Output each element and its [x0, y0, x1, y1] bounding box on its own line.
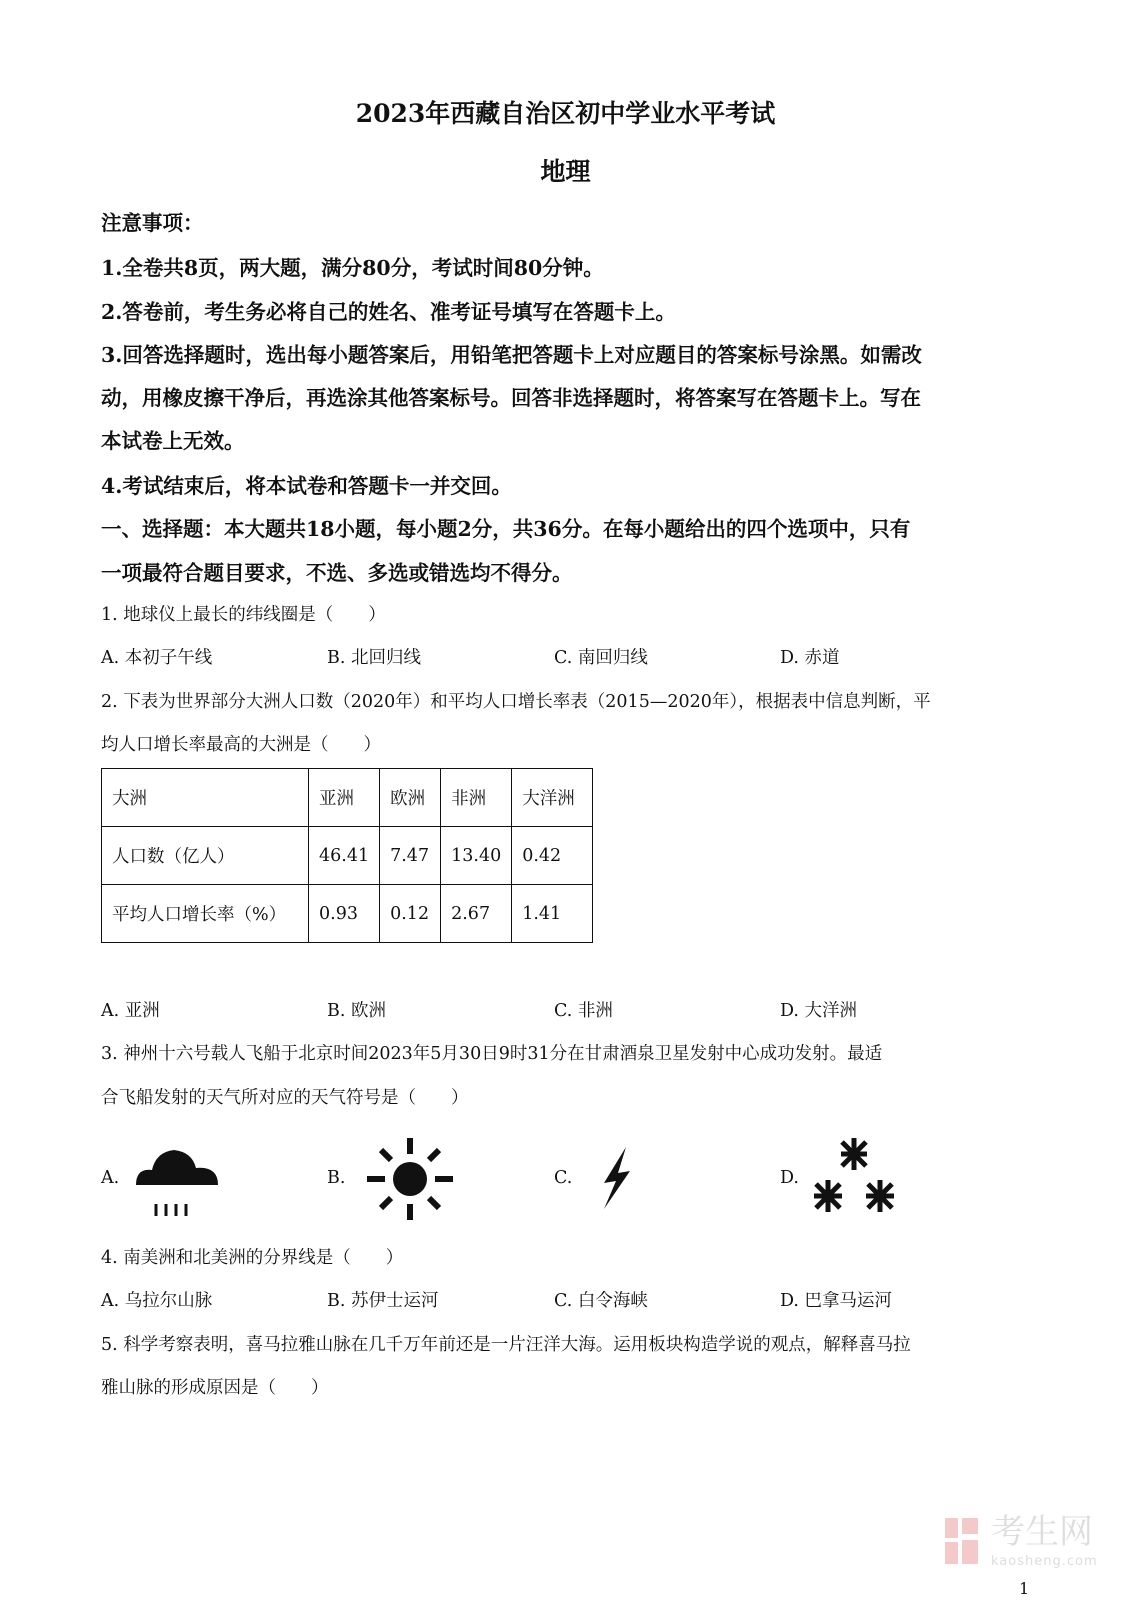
- notice-line: 1.全卷共8页，两大题，满分80分，考试时间80分钟。: [101, 256, 604, 280]
- question-4: 4. 南美洲和北美洲的分界线是（ ）: [101, 1248, 404, 1268]
- q2-option-d: D. 大洋洲: [780, 1001, 858, 1021]
- notice-line: 3.回答选择题时，选出每小题答案后，用铅笔把答题卡上对应题目的答案标号涂黑。如需改: [101, 343, 922, 367]
- q2-option-c: C. 非洲: [554, 1001, 613, 1021]
- logo-icon: [945, 1518, 981, 1564]
- sunny-icon: [365, 1136, 455, 1222]
- table-cell: 0.42: [512, 827, 593, 885]
- watermark-en: kaosheng.com: [991, 1554, 1098, 1569]
- question-2-cont: 均人口增长率最高的大洲是（ ）: [101, 735, 381, 755]
- q4-option-d: D. 巴拿马运河: [780, 1291, 893, 1311]
- q4-option-a: A. 乌拉尔山脉: [101, 1291, 213, 1311]
- q1-option-b: B. 北回归线: [327, 648, 421, 668]
- notice-line: 2.答卷前，考生务必将自己的姓名、准考证号填写在答题卡上。: [101, 300, 676, 324]
- population-table: [101, 768, 593, 943]
- table-cell: 大洋洲: [512, 769, 593, 827]
- q3-option-c: C.: [554, 1168, 573, 1188]
- table-cell: 人口数（亿人）: [102, 827, 309, 885]
- table-row: [102, 885, 593, 943]
- subject-title: 地理: [540, 157, 591, 186]
- notice-line: 动，用橡皮擦干净后，再选涂其他答案标号。回答非选择题时，将答案写在答题卡上。写在: [101, 386, 921, 410]
- notice-line: 本试卷上无效。: [101, 429, 245, 453]
- q2-option-b: B. 欧洲: [327, 1001, 386, 1021]
- q3-option-d: D.: [780, 1168, 799, 1188]
- q3-option-b: B.: [327, 1168, 346, 1188]
- section-heading: 一、选择题：本大题共18小题，每小题2分，共36分。在每小题给出的四个选项中，只有: [101, 517, 911, 541]
- question-5-cont: 雅山脉的形成原因是（ ）: [101, 1378, 329, 1398]
- q1-option-c: C. 南回归线: [554, 648, 648, 668]
- q1-option-d: D. 赤道: [780, 648, 840, 668]
- question-1: 1. 地球仪上最长的纬线圈是（ ）: [101, 605, 386, 625]
- table-cell: 亚洲: [309, 769, 380, 827]
- table-cell: 1.41: [512, 885, 593, 943]
- table-cell: 平均人口增长率（%）: [102, 885, 309, 943]
- watermark-logo: [945, 1512, 1105, 1574]
- table-cell: 46.41: [309, 827, 380, 885]
- q4-option-b: B. 苏伊士运河: [327, 1291, 439, 1311]
- notice-heading: 注意事项：: [101, 211, 204, 235]
- table-cell: 欧洲: [380, 769, 441, 827]
- q1-option-a: A. 本初子午线: [101, 648, 213, 668]
- q4-option-c: C. 白令海峡: [554, 1291, 648, 1311]
- table-cell: 非洲: [441, 769, 512, 827]
- notice-line: 4.考试结束后，将本试卷和答题卡一并交回。: [101, 474, 512, 498]
- table-cell: 2.67: [441, 885, 512, 943]
- q3-option-a: A.: [101, 1168, 120, 1188]
- page-number: 1: [1019, 1579, 1030, 1598]
- watermark-cn: 考生网: [991, 1512, 1093, 1552]
- table-cell: 13.40: [441, 827, 512, 885]
- table-row: [102, 827, 593, 885]
- q2-option-a: A. 亚洲: [101, 1001, 160, 1021]
- table-cell: 0.12: [380, 885, 441, 943]
- table-cell: 0.93: [309, 885, 380, 943]
- lightning-icon: [596, 1145, 636, 1211]
- table-row: [102, 769, 593, 827]
- table-cell: 7.47: [380, 827, 441, 885]
- question-3-cont: 合飞船发射的天气所对应的天气符号是（ ）: [101, 1088, 469, 1108]
- snow-icon: [808, 1134, 900, 1218]
- exam-title: 2023年西藏自治区初中学业水平考试: [355, 99, 776, 128]
- section-heading: 一项最符合题目要求，不选、多选或错选均不得分。: [101, 561, 573, 585]
- question-2: 2. 下表为世界部分大洲人口数（2020年）和平均人口增长率表（2015—2020年），根据表中信息判断，平: [101, 692, 931, 712]
- question-5: 5. 科学考察表明，喜马拉雅山脉在几千万年前还是一片汪洋大海。运用板块构造学说的观点，解释喜马拉: [101, 1335, 911, 1355]
- question-3: 3. 神州十六号载人飞船于北京时间2023年5月30日9时31分在甘肃酒泉卫星发射中心成功发射。最适: [101, 1044, 883, 1064]
- rain-icon: [134, 1138, 224, 1220]
- table-cell: 大洲: [102, 769, 309, 827]
